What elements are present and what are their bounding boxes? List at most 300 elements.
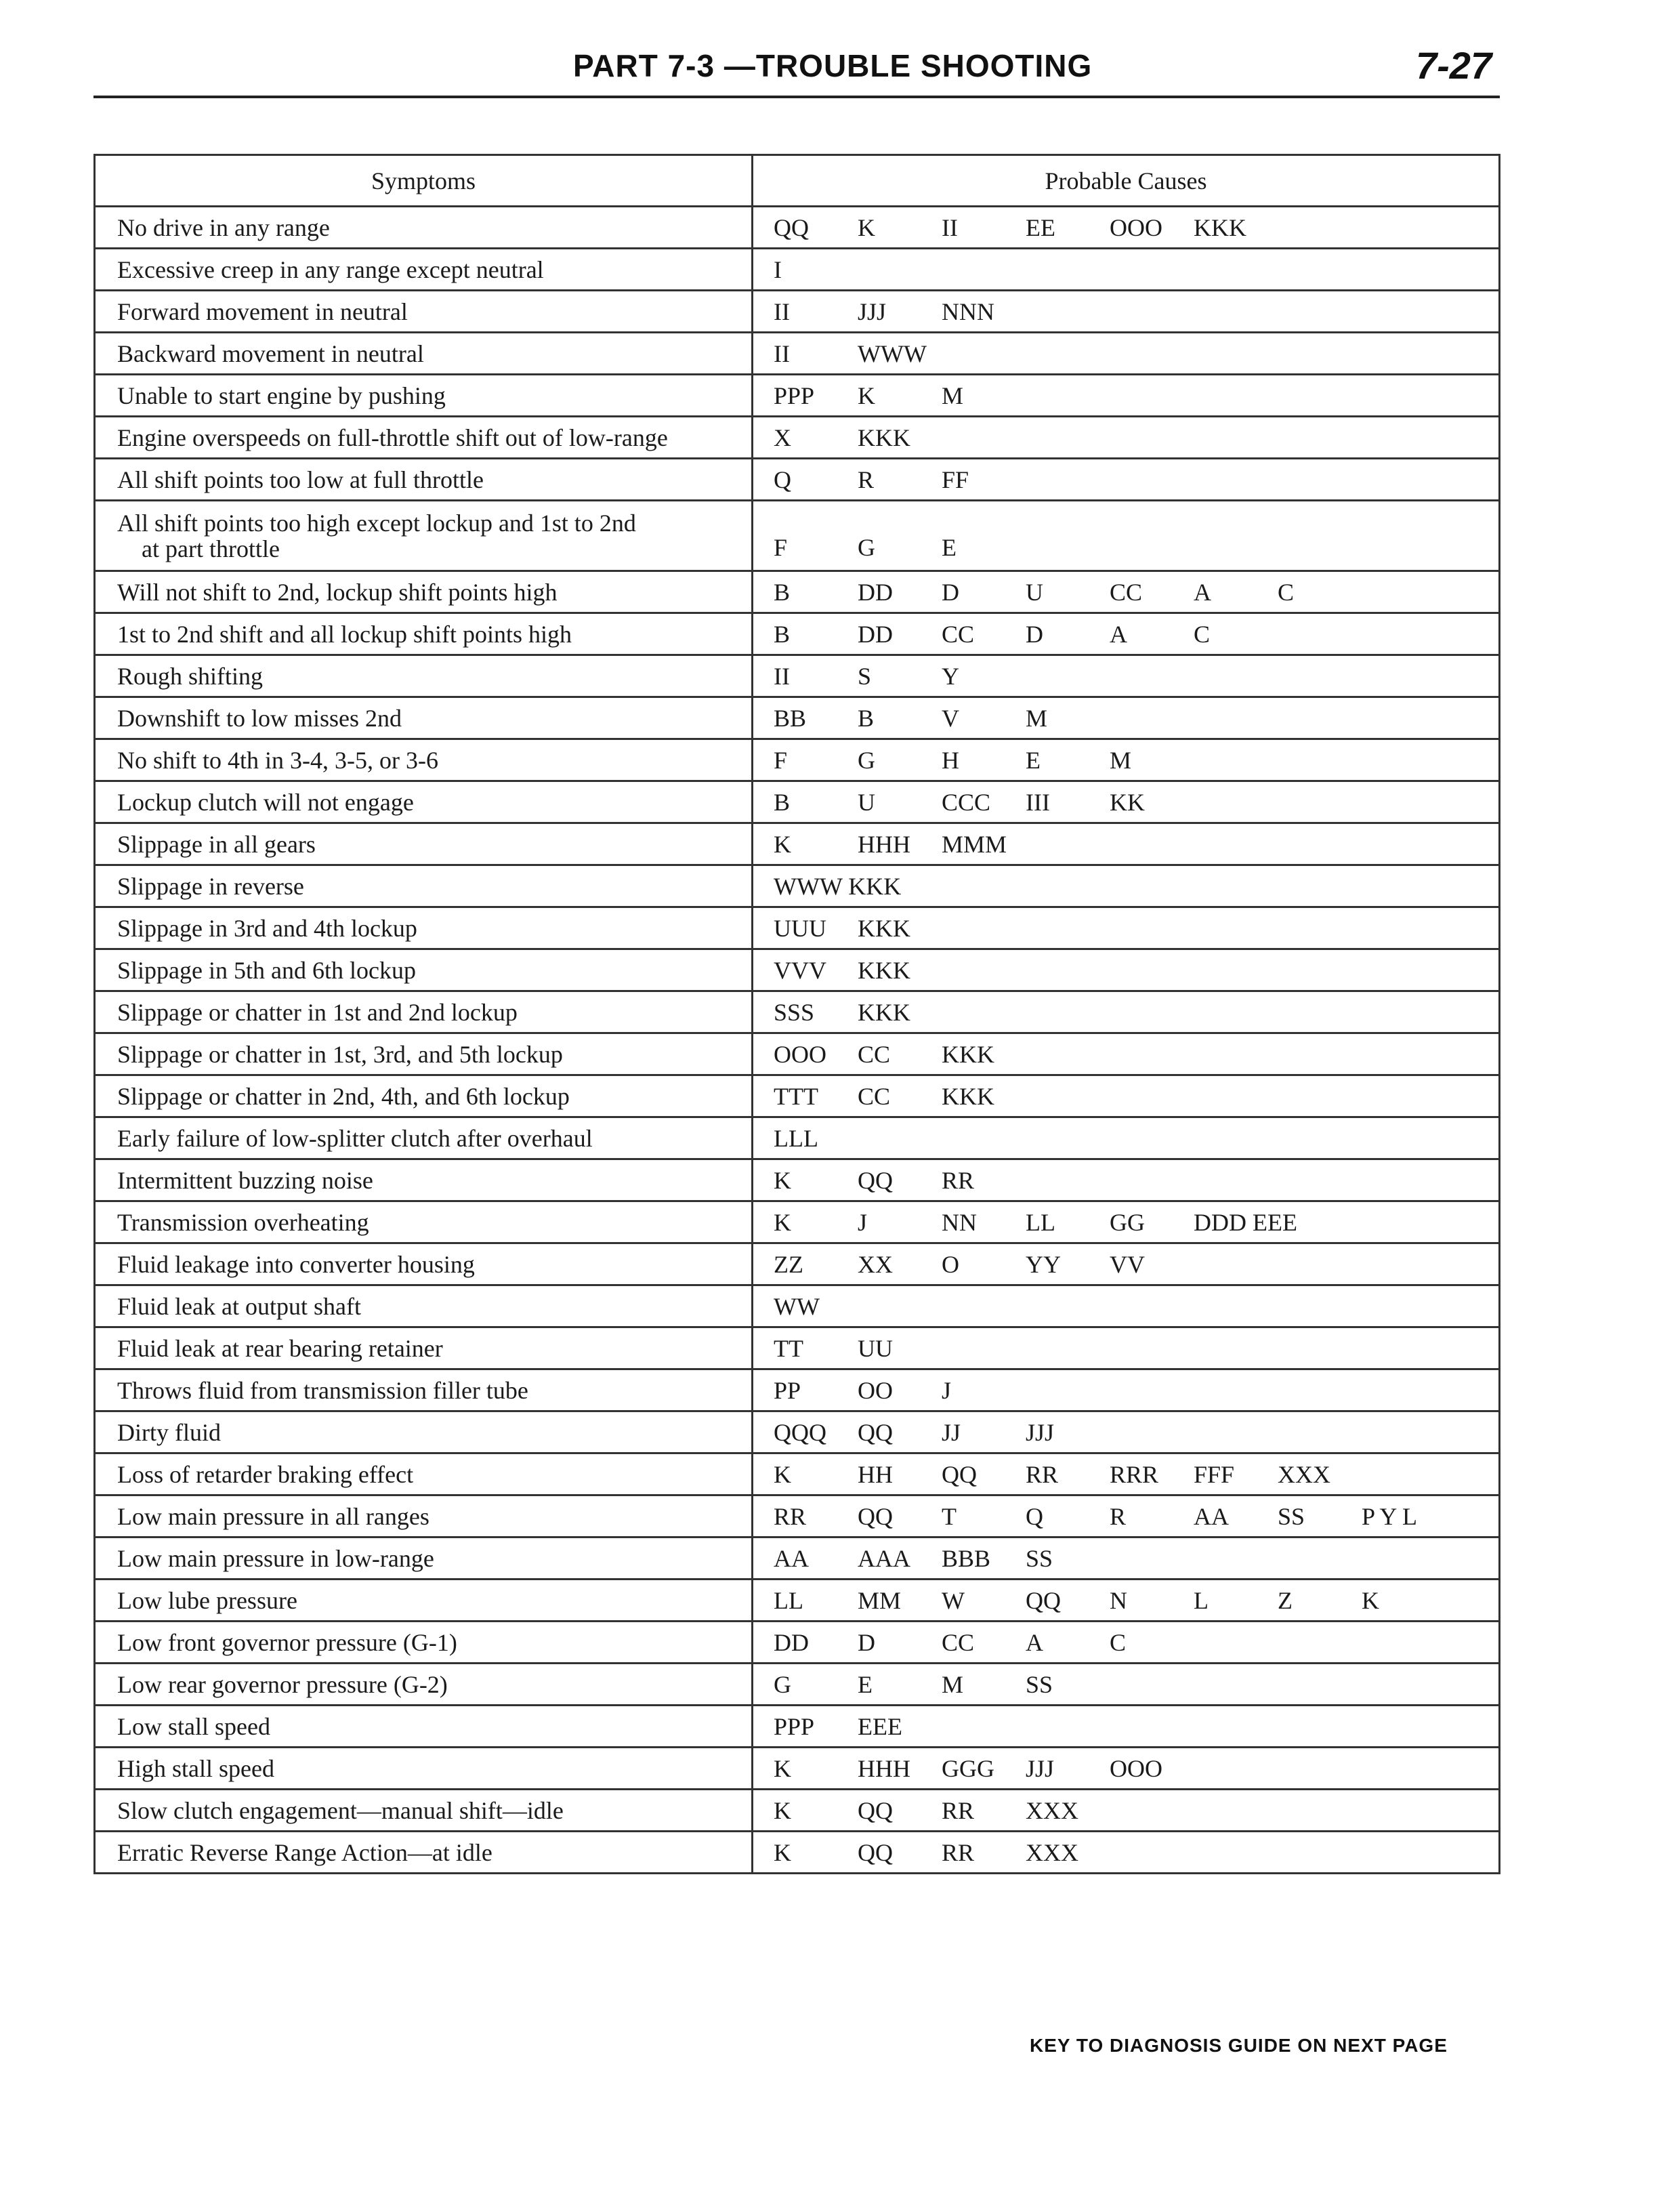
- cause-code: GGG: [942, 1754, 994, 1782]
- cause-code: O: [942, 1250, 959, 1278]
- cause-code: DD: [858, 578, 893, 606]
- probable-causes-cell: [753, 655, 1500, 697]
- cause-code: FFF: [1194, 1460, 1235, 1488]
- symptom-cell: [95, 739, 753, 781]
- cause-code: CC: [1110, 578, 1143, 606]
- cause-code: PPP: [774, 381, 815, 409]
- symptom-cell: [95, 1748, 753, 1790]
- symptom-cell: [95, 1495, 753, 1537]
- symptom-text: Slippage or chatter in 2nd, 4th, and 6th lockup: [117, 1082, 570, 1110]
- symptom-cell: [95, 571, 753, 613]
- cause-code: FF: [942, 466, 969, 493]
- symptom-cell: [95, 1537, 753, 1580]
- probable-causes-cell: [753, 1748, 1500, 1790]
- cause-code: ZZ: [774, 1250, 803, 1278]
- symptom-cell: [95, 417, 753, 459]
- symptom-text: Slippage or chatter in 1st, 3rd, and 5th lockup: [117, 1040, 563, 1068]
- cause-code: T: [942, 1502, 957, 1530]
- cause-code: K: [774, 1838, 791, 1866]
- symptom-text: Lockup clutch will not engage: [117, 788, 414, 816]
- probable-causes-cell: [753, 1075, 1500, 1117]
- cause-code: QQ: [858, 1502, 893, 1530]
- cause-code: WWW KKK: [774, 872, 902, 900]
- probable-causes-cell: [753, 1790, 1500, 1832]
- probable-causes-cell: [753, 1201, 1500, 1243]
- probable-causes-cell: [753, 949, 1500, 991]
- symptom-text: All shift points too low at full throttle: [117, 466, 484, 493]
- cause-code: XX: [858, 1250, 893, 1278]
- table-row: [95, 375, 1500, 417]
- cause-code: VVV: [774, 956, 826, 984]
- cause-code: KKK: [858, 956, 910, 984]
- symptom-cell: [95, 1201, 753, 1243]
- symptom-text-line: All shift points too high except lockup and 1st to 2nd: [117, 509, 636, 537]
- cause-code: OOO: [1110, 213, 1162, 241]
- cause-code: LL: [774, 1586, 803, 1614]
- cause-code: EEE: [858, 1712, 902, 1740]
- symptom-text: Low main pressure in low-range: [117, 1544, 434, 1572]
- probable-causes-cell: [753, 1327, 1500, 1369]
- cause-code: C: [1194, 620, 1211, 648]
- symptom-cell: [95, 613, 753, 655]
- cause-code: CCC: [942, 788, 991, 816]
- symptom-text: No shift to 4th in 3-4, 3-5, or 3-6: [117, 746, 438, 774]
- table-row: [95, 1285, 1500, 1327]
- cause-code: Y: [942, 662, 959, 690]
- probable-causes-cell: [753, 697, 1500, 739]
- cause-code: UUU: [774, 914, 826, 942]
- symptom-cell: [95, 1706, 753, 1748]
- cause-code: DD: [774, 1628, 809, 1656]
- cause-code: PP: [774, 1376, 801, 1404]
- symptom-text: Downshift to low misses 2nd: [117, 704, 402, 732]
- probable-causes-cell: [753, 375, 1500, 417]
- cause-code: SSS: [774, 998, 815, 1026]
- symptom-text: Will not shift to 2nd, lockup shift points high: [117, 578, 558, 606]
- cause-code: C: [1110, 1628, 1127, 1656]
- cause-code: CC: [942, 1628, 975, 1656]
- cause-code: J: [942, 1376, 952, 1404]
- cause-code: K: [1362, 1586, 1379, 1614]
- table-row: [95, 1075, 1500, 1117]
- cause-code: JJ: [942, 1418, 961, 1446]
- cause-code: MMM: [942, 830, 1007, 858]
- cause-code: SS: [1026, 1544, 1053, 1572]
- cause-code: TT: [774, 1334, 803, 1362]
- cause-code: HH: [858, 1460, 893, 1488]
- cause-code: KKK: [858, 998, 910, 1026]
- cause-code: K: [774, 830, 791, 858]
- symptom-text: Slippage in all gears: [117, 830, 316, 858]
- cause-code: EE: [1026, 213, 1055, 241]
- symptom-text: Low front governor pressure (G-1): [117, 1628, 457, 1656]
- symptom-text: Fluid leak at rear bearing retainer: [117, 1334, 443, 1362]
- symptom-text: Low main pressure in all ranges: [117, 1502, 429, 1530]
- table-row: [95, 907, 1500, 949]
- symptom-cell: [95, 1117, 753, 1159]
- table-row: [95, 781, 1500, 823]
- probable-causes-cell: [753, 1159, 1500, 1201]
- table-row: [95, 417, 1500, 459]
- symptom-text: Loss of retarder braking effect: [117, 1460, 414, 1488]
- cause-code: D: [1026, 620, 1043, 648]
- probable-causes-cell: [753, 417, 1500, 459]
- probable-causes-cell: [753, 1832, 1500, 1874]
- cause-code: D: [942, 578, 959, 606]
- cause-code: M: [1110, 746, 1132, 774]
- symptom-cell: [95, 1243, 753, 1285]
- probable-causes-cell: [753, 1706, 1500, 1748]
- probable-causes-cell: [753, 249, 1500, 291]
- probable-causes-cell: [753, 1495, 1500, 1537]
- symptom-cell: [95, 865, 753, 907]
- table-header: [95, 155, 1500, 207]
- symptom-text: Backward movement in neutral: [117, 339, 424, 367]
- cause-code: F: [774, 534, 788, 561]
- symptom-cell: [95, 249, 753, 291]
- table-row: [95, 865, 1500, 907]
- cause-code: Q: [1026, 1502, 1043, 1530]
- cause-code: K: [774, 1796, 791, 1824]
- table-row: [95, 1580, 1500, 1622]
- symptom-cell: [95, 1285, 753, 1327]
- cause-code: AA: [1194, 1502, 1229, 1530]
- table-row: [95, 1706, 1500, 1748]
- cause-code: M: [942, 381, 964, 409]
- symptom-cell: [95, 1033, 753, 1075]
- cause-code: XXX: [1278, 1460, 1330, 1488]
- cause-code: A: [1110, 620, 1127, 648]
- symptom-text: Transmission overheating: [117, 1208, 369, 1236]
- cause-code: OO: [858, 1376, 893, 1404]
- probable-causes-cell: [753, 571, 1500, 613]
- table-row: [95, 459, 1500, 501]
- cause-code: X: [774, 424, 791, 451]
- cause-code: II: [942, 213, 958, 241]
- symptom-cell: [95, 333, 753, 375]
- cause-code: QQ: [858, 1418, 893, 1446]
- cause-code: N: [1110, 1586, 1127, 1614]
- symptom-cell: [95, 1664, 753, 1706]
- symptom-text: 1st to 2nd shift and all lockup shift points high: [117, 620, 572, 648]
- cause-code: KKK: [942, 1040, 994, 1068]
- cause-code: M: [1026, 704, 1048, 732]
- table-row: [95, 1243, 1500, 1285]
- symptom-cell: [95, 1411, 753, 1453]
- symptom-cell: [95, 697, 753, 739]
- cause-code: L: [1194, 1586, 1209, 1614]
- cause-code: QQQ: [774, 1418, 826, 1446]
- table-row: [95, 1453, 1500, 1495]
- cause-code: KKK: [1194, 213, 1246, 241]
- symptom-cell: [95, 1453, 753, 1495]
- table-row: [95, 1327, 1500, 1369]
- table-row: [95, 823, 1500, 865]
- table-row: [95, 1664, 1500, 1706]
- cause-code: F: [774, 746, 788, 774]
- cause-code: II: [774, 297, 790, 325]
- cause-code: B: [774, 578, 791, 606]
- cause-code: K: [858, 213, 875, 241]
- cause-code: B: [774, 620, 791, 648]
- cause-code: YY: [1026, 1250, 1061, 1278]
- symptom-text: No drive in any range: [117, 213, 330, 241]
- cause-code: RR: [774, 1502, 807, 1530]
- table-row: [95, 1832, 1500, 1874]
- cause-code: SS: [1278, 1502, 1305, 1530]
- cause-code: HHH: [858, 1754, 910, 1782]
- symptom-cell: [95, 1622, 753, 1664]
- symptom-text: Low stall speed: [117, 1712, 270, 1740]
- symptom-text: Engine overspeeds on full-throttle shift out of low-range: [117, 424, 668, 451]
- cause-code: NN: [942, 1208, 977, 1236]
- column-header-symptoms: Symptoms: [95, 155, 753, 207]
- cause-code: CC: [858, 1082, 891, 1110]
- probable-causes-cell: [753, 823, 1500, 865]
- cause-code: GG: [1110, 1208, 1145, 1236]
- table-row: [95, 739, 1500, 781]
- cause-code: E: [1026, 746, 1041, 774]
- probable-causes-cell: [753, 333, 1500, 375]
- symptom-text: Rough shifting: [117, 662, 264, 690]
- symptom-text: Intermittent buzzing noise: [117, 1166, 373, 1194]
- probable-causes-cell: [753, 1622, 1500, 1664]
- probable-causes-cell: [753, 207, 1500, 249]
- cause-code: D: [858, 1628, 875, 1656]
- symptom-text: Forward movement in neutral: [117, 297, 408, 325]
- symptom-text: Low lube pressure: [117, 1586, 297, 1614]
- symptom-cell: [95, 1790, 753, 1832]
- cause-code: BBB: [942, 1544, 991, 1572]
- cause-code: E: [942, 534, 957, 561]
- table-row: [95, 207, 1500, 249]
- probable-causes-cell: [753, 291, 1500, 333]
- symptom-text: Excessive creep in any range except neutral: [117, 255, 544, 283]
- symptom-cell: [95, 907, 753, 949]
- cause-code: RR: [942, 1838, 975, 1866]
- table-row: [95, 1201, 1500, 1243]
- table-row: [95, 333, 1500, 375]
- cause-code: Q: [774, 466, 791, 493]
- column-header-probable-causes: Probable Causes: [753, 155, 1500, 207]
- cause-code: KK: [1110, 788, 1145, 816]
- symptom-cell: [95, 1832, 753, 1874]
- symptom-cell: [95, 1075, 753, 1117]
- cause-code: SS: [1026, 1670, 1053, 1698]
- footer-key-note: KEY TO DIAGNOSIS GUIDE ON NEXT PAGE: [1030, 2035, 1448, 2056]
- table-row: [95, 655, 1500, 697]
- table-body: [95, 207, 1500, 1874]
- probable-causes-cell: [753, 613, 1500, 655]
- cause-code: G: [858, 534, 875, 561]
- cause-code: II: [774, 339, 790, 367]
- symptom-text: Low rear governor pressure (G-2): [117, 1670, 448, 1698]
- probable-causes-cell: [753, 1117, 1500, 1159]
- symptom-cell: [95, 1159, 753, 1201]
- cause-code: VV: [1110, 1250, 1145, 1278]
- symptom-cell: [95, 459, 753, 501]
- symptom-text: Slippage in 5th and 6th lockup: [117, 956, 416, 984]
- cause-code: E: [858, 1670, 873, 1698]
- cause-code: JJJ: [858, 297, 887, 325]
- probable-causes-cell: [753, 459, 1500, 501]
- cause-code: III: [1026, 788, 1050, 816]
- cause-code: G: [774, 1670, 791, 1698]
- cause-code: U: [858, 788, 875, 816]
- cause-code: NNN: [942, 297, 994, 325]
- probable-causes-cell: [753, 1580, 1500, 1622]
- cause-code: PPP: [774, 1712, 815, 1740]
- cause-code: M: [942, 1670, 964, 1698]
- cause-code: LL: [1026, 1208, 1055, 1236]
- symptom-text: Fluid leakage into converter housing: [117, 1250, 475, 1278]
- cause-code: A: [1026, 1628, 1043, 1656]
- symptom-text: Slow clutch engagement—manual shift—idle: [117, 1796, 564, 1824]
- cause-code: G: [858, 746, 875, 774]
- cause-code: JJJ: [1026, 1418, 1055, 1446]
- cause-code: RR: [942, 1166, 975, 1194]
- cause-code: I: [774, 255, 782, 283]
- probable-causes-cell: [753, 1033, 1500, 1075]
- cause-code: A: [1194, 578, 1211, 606]
- symptom-cell: [95, 1327, 753, 1369]
- table-row: [95, 1033, 1500, 1075]
- cause-code: KKK: [858, 424, 910, 451]
- cause-code: II: [774, 662, 790, 690]
- probable-causes-cell: [753, 1453, 1500, 1495]
- probable-causes-cell: [753, 1369, 1500, 1411]
- cause-code: QQ: [858, 1166, 893, 1194]
- cause-code: Z: [1278, 1586, 1293, 1614]
- probable-causes-cell: [753, 739, 1500, 781]
- probable-causes-cell: [753, 1537, 1500, 1580]
- cause-code: UU: [858, 1334, 893, 1362]
- cause-code: QQ: [858, 1796, 893, 1824]
- table-row: [95, 501, 1500, 571]
- table-row: [95, 949, 1500, 991]
- table-row: [95, 1159, 1500, 1201]
- table-row: [95, 1411, 1500, 1453]
- cause-code: WWW: [858, 339, 927, 367]
- cause-code: U: [1026, 578, 1043, 606]
- symptom-cell: [95, 1369, 753, 1411]
- page-header-title: PART 7-3 —TROUBLE SHOOTING: [573, 48, 1093, 83]
- page-number: 7-27: [1416, 44, 1492, 87]
- symptom-cell: [95, 501, 753, 571]
- cause-code: QQ: [1026, 1586, 1061, 1614]
- symptom-text: Slippage or chatter in 1st and 2nd lockup: [117, 998, 518, 1026]
- table-row: [95, 1748, 1500, 1790]
- table-row: [95, 1117, 1500, 1159]
- table-row: [95, 991, 1500, 1033]
- symptom-cell: [95, 823, 753, 865]
- probable-causes-cell: [753, 1411, 1500, 1453]
- symptom-cell: [95, 655, 753, 697]
- symptom-text: Unable to start engine by pushing: [117, 381, 446, 409]
- cause-code: RR: [1026, 1460, 1059, 1488]
- cause-code: C: [1278, 578, 1295, 606]
- cause-code: P Y L: [1362, 1502, 1418, 1530]
- table-row: [95, 1495, 1500, 1537]
- cause-code: MM: [858, 1586, 902, 1614]
- symptom-cell: [95, 991, 753, 1033]
- cause-code: XXX: [1026, 1838, 1078, 1866]
- symptom-text: Dirty fluid: [117, 1418, 221, 1446]
- symptom-cell: [95, 207, 753, 249]
- cause-code: KKK: [858, 914, 910, 942]
- cause-code: K: [774, 1166, 791, 1194]
- cause-code: OOO: [1110, 1754, 1162, 1782]
- cause-code: KKK: [942, 1082, 994, 1110]
- symptom-cell: [95, 1580, 753, 1622]
- cause-code: W: [942, 1586, 965, 1614]
- symptom-text: Erratic Reverse Range Action—at idle: [117, 1838, 492, 1866]
- cause-code: J: [858, 1208, 868, 1236]
- symptom-text: High stall speed: [117, 1754, 274, 1782]
- table-row: [95, 249, 1500, 291]
- cause-code: CC: [942, 620, 975, 648]
- cause-code: XXX: [1026, 1796, 1078, 1824]
- table-row: [95, 697, 1500, 739]
- cause-code: K: [774, 1208, 791, 1236]
- symptom-text: Throws fluid from transmission filler tube: [117, 1376, 528, 1404]
- cause-code: QQ: [858, 1838, 893, 1866]
- cause-code: R: [1110, 1502, 1127, 1530]
- symptom-cell: [95, 291, 753, 333]
- table-row: [95, 1790, 1500, 1832]
- symptom-text: Slippage in reverse: [117, 872, 304, 900]
- cause-code: QQ: [774, 213, 809, 241]
- symptom-cell: [95, 375, 753, 417]
- symptom-text: Early failure of low-splitter clutch after overhaul: [117, 1124, 593, 1152]
- table-row: [95, 291, 1500, 333]
- cause-code: TTT: [774, 1082, 818, 1110]
- probable-causes-cell: [753, 781, 1500, 823]
- symptom-text: Fluid leak at output shaft: [117, 1292, 361, 1320]
- symptom-text: Slippage in 3rd and 4th lockup: [117, 914, 417, 942]
- probable-causes-cell: [753, 1285, 1500, 1327]
- table-row: [95, 571, 1500, 613]
- cause-code: H: [942, 746, 959, 774]
- cause-code: RRR: [1110, 1460, 1159, 1488]
- cause-code: R: [858, 466, 875, 493]
- table-row: [95, 1369, 1500, 1411]
- cause-code: K: [858, 381, 875, 409]
- probable-causes-cell: [753, 907, 1500, 949]
- probable-causes-cell: [753, 991, 1500, 1033]
- cause-code: K: [774, 1754, 791, 1782]
- cause-code: CC: [858, 1040, 891, 1068]
- table-row: [95, 613, 1500, 655]
- table-row: [95, 1622, 1500, 1664]
- cause-code: K: [774, 1460, 791, 1488]
- symptom-cell: [95, 949, 753, 991]
- cause-code: DD: [858, 620, 893, 648]
- cause-code: OOO: [774, 1040, 826, 1068]
- cause-code: B: [774, 788, 791, 816]
- cause-code: S: [858, 662, 872, 690]
- cause-code: JJJ: [1026, 1754, 1055, 1782]
- cause-code: AAA: [858, 1544, 910, 1572]
- cause-code: AA: [774, 1544, 809, 1572]
- probable-causes-cell: [753, 1243, 1500, 1285]
- cause-code: V: [942, 704, 959, 732]
- probable-causes-cell: [753, 501, 1500, 571]
- table-row: [95, 1537, 1500, 1580]
- diagnosis-table: [93, 154, 1500, 1874]
- cause-code: LLL: [774, 1124, 818, 1152]
- cause-code: B: [858, 704, 875, 732]
